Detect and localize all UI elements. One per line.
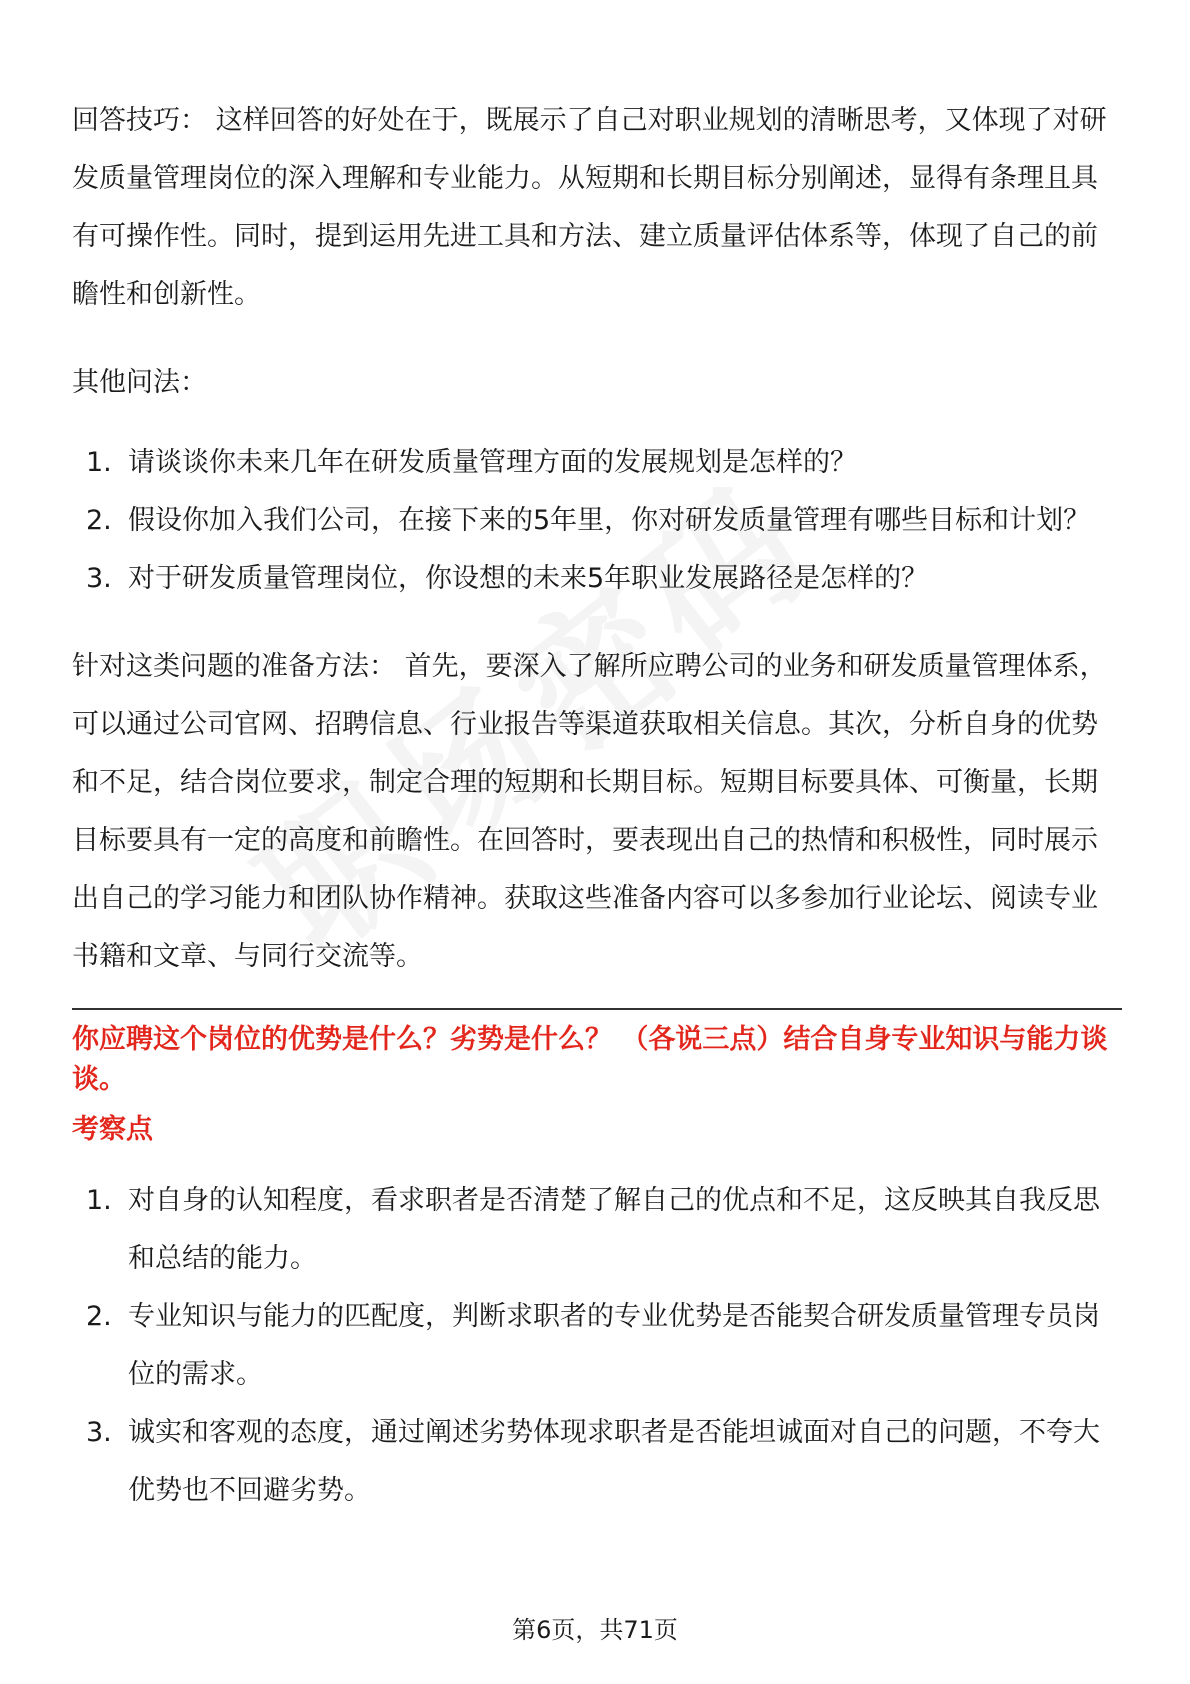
- list-item-text: 假设你加入我们公司，在接下来的5年里，你对研发质量管理有哪些目标和计划？: [128, 505, 1091, 536]
- list-item-text: 专业知识与能力的匹配度，判断求职者的专业优势是否能契合研发质量管理专员岗位的需求。: [128, 1301, 1100, 1390]
- list-item-text: 诚实和客观的态度，通过阐述劣势体现求职者是否能坦诚面对自己的问题，不夸大优势也不回避劣势。: [128, 1417, 1100, 1506]
- list-item-number: 2.: [86, 505, 112, 536]
- list-item-number: 3.: [86, 563, 112, 594]
- list-item-number: 2.: [86, 1301, 112, 1332]
- section-divider: [72, 1008, 1122, 1010]
- list-item-text: 对自身的认知程度，看求职者是否清楚了解自己的优点和不足，这反映其自我反思和总结的能力。: [128, 1185, 1100, 1274]
- list-item: [72, 1288, 1122, 1404]
- answer-tip-paragraph: 回答技巧： 这样回答的好处在于，既展示了自己对职业规划的清晰思考，又体现了对研发质量管理岗位的深入理解和专业能力。从短期和长期目标分别阐述，显得有条理且具有可操作性。同时，提到运用先进工具和方法、建立质量评估体系等，体现了自己的前瞻性和创新性。: [72, 105, 1107, 310]
- document-body: [72, 92, 1122, 1520]
- list-item: [72, 550, 1122, 608]
- other-questions-label: 其他问法：: [72, 367, 207, 398]
- list-item-number: 1.: [86, 447, 112, 478]
- list-item-number: 1.: [86, 1185, 112, 1216]
- list-item: [72, 492, 1122, 550]
- other-questions-list: [72, 434, 1122, 608]
- focus-points-label: 考察点: [72, 1114, 153, 1145]
- list-item-text: 对于研发质量管理岗位，你设想的未来5年职业发展路径是怎样的？: [128, 563, 929, 594]
- list-item-text: 请谈谈你未来几年在研发质量管理方面的发展规划是怎样的？: [128, 447, 857, 478]
- preparation-paragraph: 针对这类问题的准备方法： 首先，要深入了解所应聘公司的业务和研发质量管理体系，可以通过公司官网、招聘信息、行业报告等渠道获取相关信息。其次，分析自身的优势和不足，结合岗位要求，制定合理的短期和长期目标。短期目标要具体、可衡量，长期目标要具有一定的高度和前瞻性。在回答时，要表现出自己的热情和积极性，同时展示出自己的学习能力和团队协作精神。获取这些准备内容可以多参加行业论坛、阅读专业书籍和文章、与同行交流等。: [72, 651, 1107, 972]
- list-item: [72, 1404, 1122, 1520]
- question-heading: 你应聘这个岗位的优势是什么？劣势是什么？ （各说三点）结合自身专业知识与能力谈谈。: [72, 1024, 1108, 1095]
- page-footer: 第6页，共71页: [512, 1616, 678, 1644]
- list-item: [72, 1172, 1122, 1288]
- list-item: [72, 434, 1122, 492]
- list-item-number: 3.: [86, 1417, 112, 1448]
- focus-points-list: [72, 1172, 1122, 1520]
